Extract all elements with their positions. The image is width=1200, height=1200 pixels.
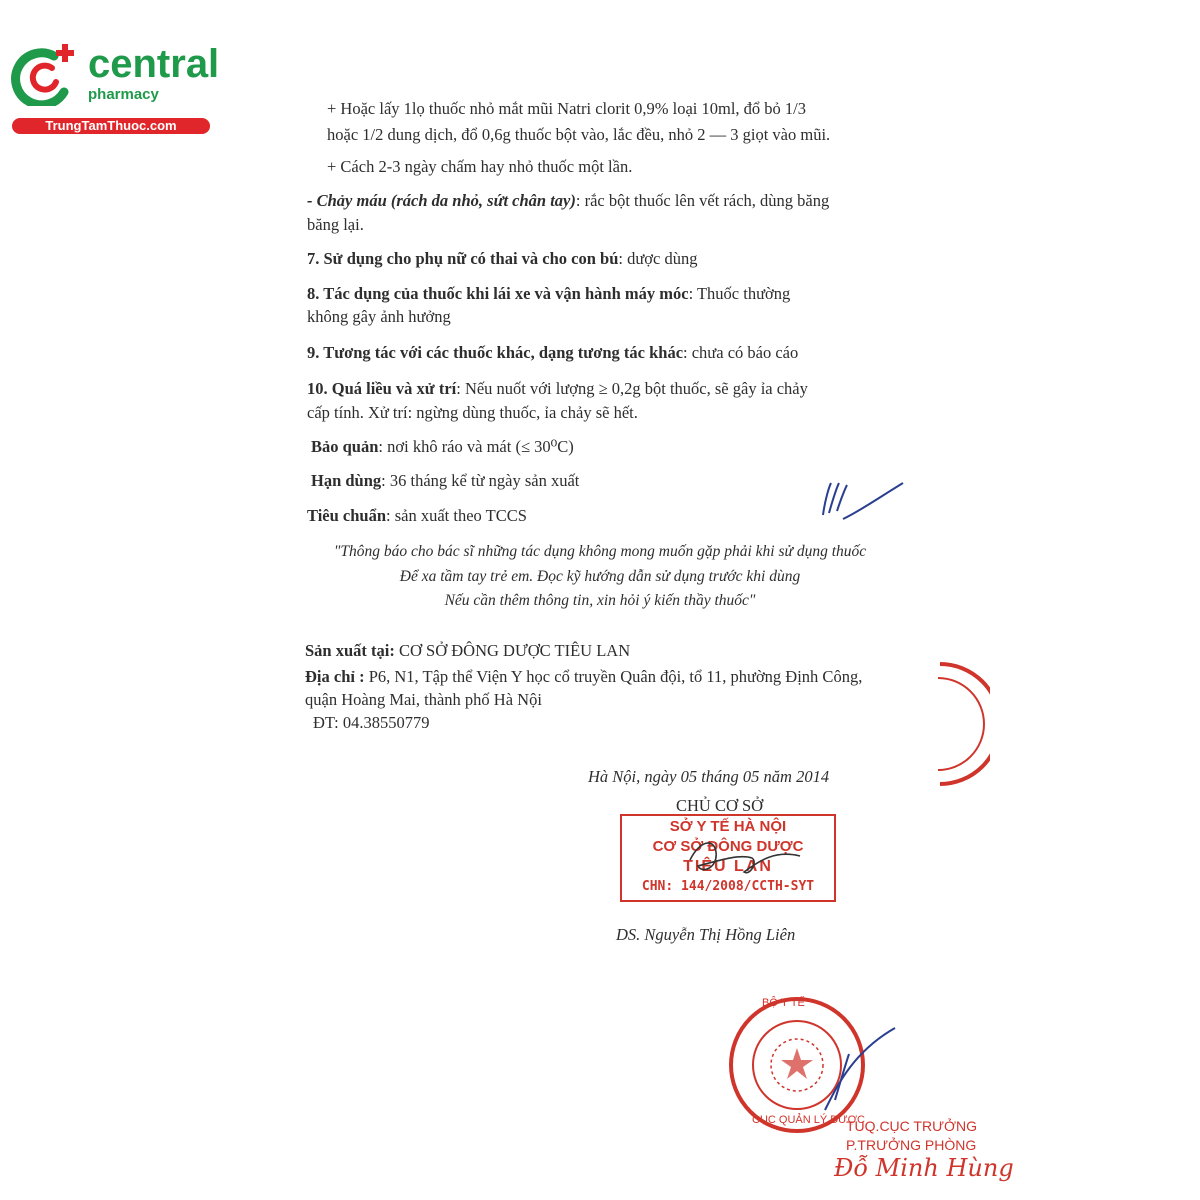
- approval-line-2: P.TRƯỞNG PHÒNG: [846, 1137, 977, 1153]
- section-8: [307, 283, 790, 305]
- storage: [311, 436, 574, 458]
- expiry-label: Hạn dùng: [311, 471, 382, 490]
- stamp-line-2: CƠ SỞ ĐÔNG DƯỢC: [652, 838, 804, 855]
- logo-brand: central: [88, 42, 220, 86]
- manufacturer-label: Sản xuất tại:: [305, 641, 395, 660]
- logo-mark-icon: [10, 36, 90, 106]
- standard-text: : sản xuất theo TCCS: [386, 506, 527, 525]
- section-8-text: : Thuốc thường: [688, 284, 791, 303]
- section-7-text: : dược dùng: [618, 249, 698, 268]
- usage-line-3: + Cách 2-3 ngày chấm hay nhỏ thuốc một lần.: [327, 157, 633, 176]
- seal-bottom-text: CỤC QUẢN LÝ DƯỢC: [752, 1114, 865, 1126]
- usage-line-2: hoặc 1/2 dung dịch, đổ 0,6g thuốc bột vào, lắc đều, nhỏ 2 — 3 giọt vào mũi.: [327, 125, 831, 144]
- standard: [307, 505, 527, 527]
- signature-title: CHỦ CƠ SỞ: [676, 796, 764, 815]
- usage-line-1: + Hoặc lấy 1lọ thuốc nhỏ mắt mũi Natri clorit 0,9% loại 10ml, đổ bỏ 1/3: [327, 99, 807, 118]
- notice-line-3: Nếu cần thêm thông tin, xin hỏi ý kiến thầy thuốc": [444, 592, 756, 609]
- stamp-line-1: SỞ Y TẾ HÀ NỘI: [669, 818, 787, 835]
- section-9-heading: 9. Tương tác với các thuốc khác, dạng tương tác khác: [307, 343, 684, 362]
- stamp-line-4: CHN: 144/2008/CCTH-SYT: [641, 879, 815, 894]
- section-9: [307, 342, 798, 364]
- section-10: [307, 378, 808, 400]
- notice-line-2: Để xa tầm tay trẻ em. Đọc kỹ hướng dẫn sử dụng trước khi dùng: [399, 568, 801, 585]
- address-line-2: quận Hoàng Mai, thành phố Hà Nội: [305, 690, 542, 709]
- seal-top-text: BỘ Y TẾ: [762, 997, 805, 1009]
- logo-subtitle: pharmacy: [88, 86, 159, 103]
- manufacturer: [305, 640, 630, 662]
- logo-url: TrungTamThuoc.com: [12, 118, 210, 134]
- signer-name: DS. Nguyễn Thị Hồng Liên: [616, 925, 796, 944]
- bleeding-line-2: băng lại.: [307, 215, 364, 234]
- initials-signature: [815, 475, 910, 525]
- notice-line-1: "Thông báo cho bác sĩ những tác dụng không mong muốn gặp phải khi sử dụng thuốc: [333, 543, 867, 560]
- signature-date: Hà Nội, ngày 05 tháng 05 năm 2014: [588, 767, 830, 786]
- phone: ĐT: 04.38550779: [313, 713, 430, 732]
- bleeding-label: - Chảy máu (rách da nhỏ, sứt chân tay): [307, 191, 576, 210]
- bleeding-text: : rắc bột thuốc lên vết rách, dùng băng: [575, 191, 830, 210]
- manufacturer-text: CƠ SỞ ĐÔNG DƯỢC TIÊU LAN: [394, 641, 631, 660]
- section-8-line-2: không gây ảnh hưởng: [307, 307, 451, 326]
- section-10-line-2: cấp tính. Xử trí: ngừng dùng thuốc, ỉa chảy sẽ hết.: [307, 403, 638, 422]
- section-10-text: : Nếu nuốt với lượng ≥ 0,2g bột thuốc, sẽ gây ỉa chảy: [456, 379, 808, 398]
- section-7: [307, 248, 697, 270]
- standard-label: Tiêu chuẩn: [307, 506, 387, 525]
- address-label: Địa chỉ :: [305, 667, 365, 686]
- expiry: [311, 470, 579, 492]
- expiry-text: : 36 tháng kể từ ngày sản xuất: [381, 471, 580, 490]
- section-7-heading: 7. Sử dụng cho phụ nữ có thai và cho con bú: [307, 249, 619, 268]
- storage-label: Bảo quản: [311, 437, 379, 456]
- section-10-heading: 10. Quá liều và xử trí: [307, 379, 457, 398]
- approval-line-1: TUQ.CỤC TRƯỞNG: [846, 1118, 978, 1134]
- address-text: P6, N1, Tập thể Viện Y học cổ truyền Quân đội, tổ 11, phường Định Công,: [364, 667, 863, 686]
- address: [305, 666, 862, 688]
- bleeding-line: [307, 190, 829, 212]
- storage-text: : nơi khô ráo và mát (≤ 30⁰C): [378, 437, 574, 456]
- section-9-text: : chưa có báo cáo: [683, 343, 799, 362]
- section-8-heading: 8. Tác dụng của thuốc khi lái xe và vận hành máy móc: [307, 284, 689, 303]
- approval-name: Đỗ Minh Hùng: [834, 1154, 1014, 1182]
- owner-signature: [680, 830, 810, 890]
- partial-seal-stamp: [930, 660, 990, 790]
- stamp-line-3: TIÊU LAN: [683, 858, 773, 875]
